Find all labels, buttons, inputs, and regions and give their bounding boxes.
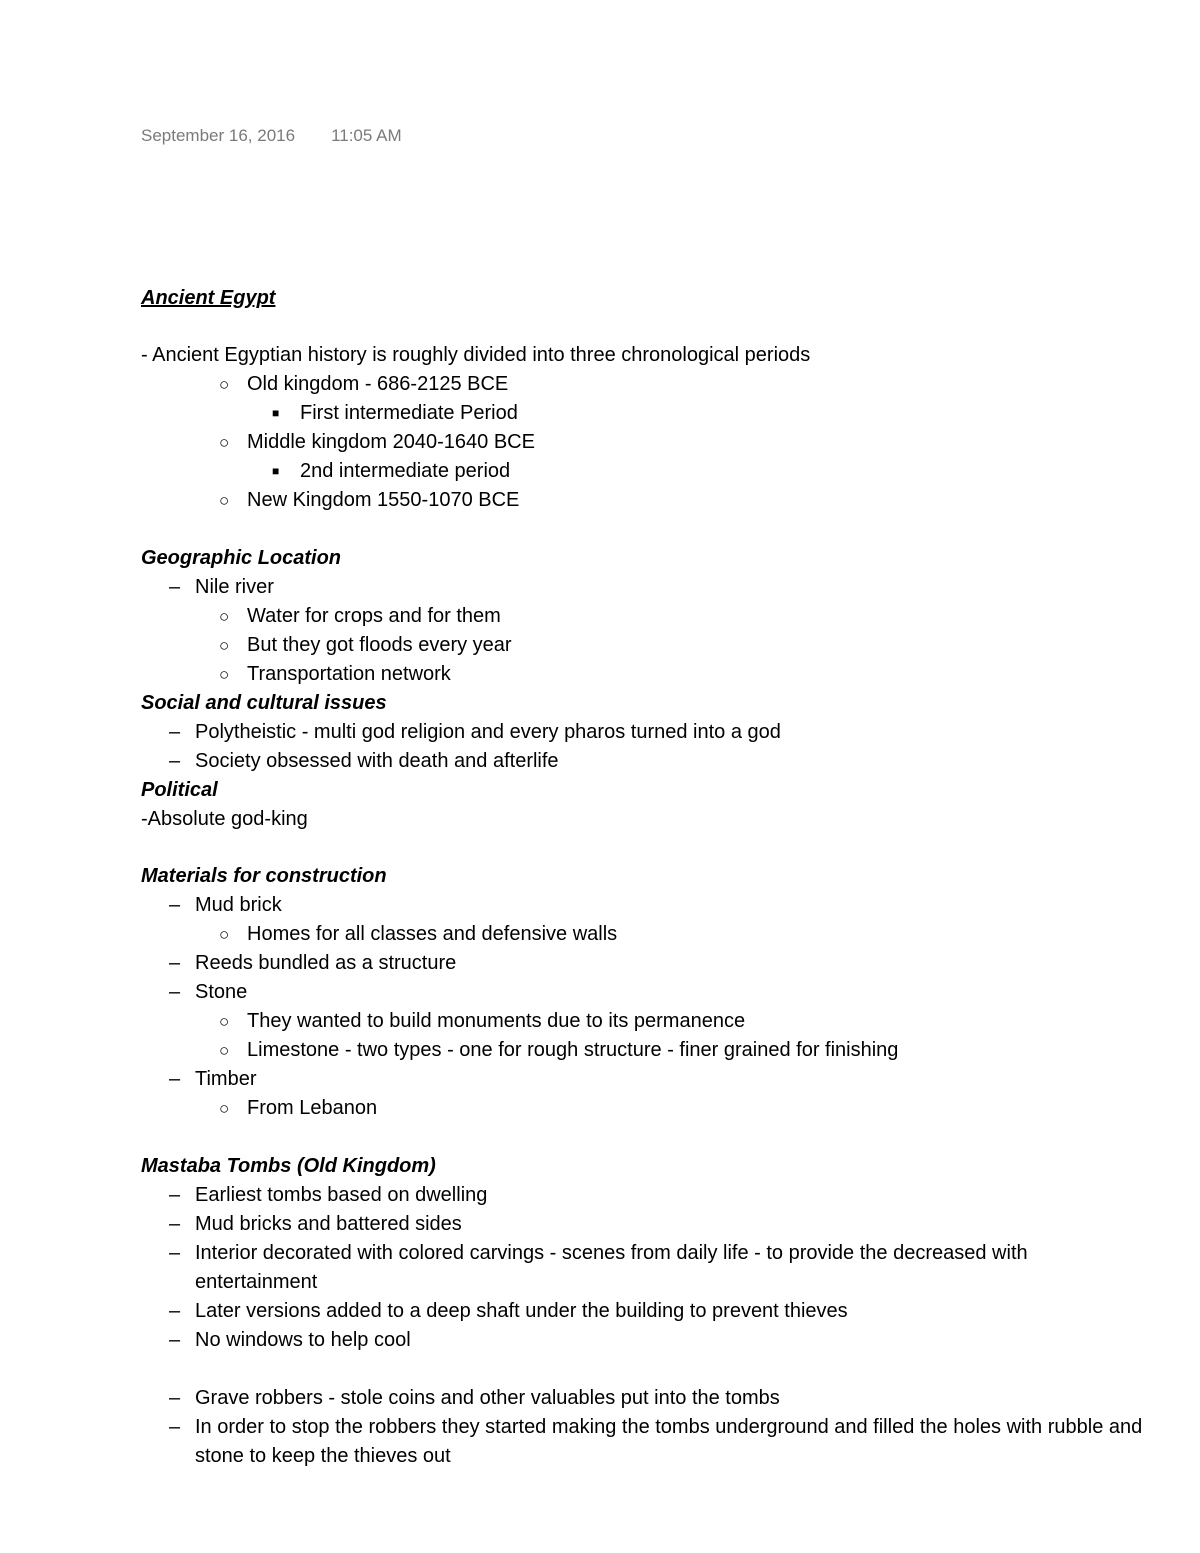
circle-bullet-icon: ○ xyxy=(219,1012,230,1031)
circle-bullet-icon: ○ xyxy=(219,491,230,510)
list-item: ■ 2nd intermediate period xyxy=(272,457,510,486)
circle-bullet-icon: ○ xyxy=(219,636,230,655)
dash-bullet-icon: – xyxy=(169,1213,181,1235)
dash-bullet-icon: – xyxy=(169,1068,181,1090)
list-item: ○ They wanted to build monuments due to its permanence xyxy=(219,1007,745,1036)
heading-mastaba-tombs: Mastaba Tombs (Old Kingdom) xyxy=(141,1155,436,1177)
circle-bullet-icon: ○ xyxy=(219,607,230,626)
dash-bullet-icon: – xyxy=(169,952,181,974)
dash-bullet-icon: – xyxy=(169,1184,181,1206)
note-meta xyxy=(141,126,402,146)
note-time: 11:05 AM xyxy=(331,126,402,145)
dash-bullet-icon: – xyxy=(169,721,181,743)
square-bullet-icon: ■ xyxy=(272,464,280,478)
list-item: ■ First intermediate Period xyxy=(272,399,518,428)
intro-text: - Ancient Egyptian history is roughly divided into three chronological periods xyxy=(141,344,811,366)
dash-bullet-icon: – xyxy=(169,576,181,598)
list-item: – Society obsessed with death and afterlife xyxy=(169,747,559,776)
list-item: ○ Old kingdom - 686-2125 BCE xyxy=(219,370,508,399)
dash-bullet-icon: – xyxy=(169,1416,181,1438)
circle-bullet-icon: ○ xyxy=(219,1041,230,1060)
list-item: ○ Homes for all classes and defensive walls xyxy=(219,920,617,949)
list-item: – Later versions added to a deep shaft under the building to prevent thieves xyxy=(169,1297,848,1326)
list-item: – No windows to help cool xyxy=(169,1326,411,1355)
list-item: – Polytheistic - multi god religion and every pharos turned into a god xyxy=(169,718,781,747)
list-item: – Nile river xyxy=(169,573,274,602)
list-item: – Timber xyxy=(169,1065,256,1094)
dash-bullet-icon: – xyxy=(169,981,181,1003)
heading-social-cultural: Social and cultural issues xyxy=(141,692,387,714)
dash-bullet-icon: – xyxy=(169,1387,181,1409)
note-date: September 16, 2016 xyxy=(141,126,296,145)
list-item: – Interior decorated with colored carvings - scenes from daily life - to provide the decreased with entertainment xyxy=(169,1239,1125,1297)
list-item: ○ But they got floods every year xyxy=(219,631,512,660)
list-item: – Mud bricks and battered sides xyxy=(169,1210,462,1239)
political-text: -Absolute god-king xyxy=(141,808,308,830)
list-item: ○ Transportation network xyxy=(219,660,451,689)
dash-bullet-icon: – xyxy=(169,1329,181,1351)
dash-bullet-icon: – xyxy=(169,1300,181,1322)
list-item: – Stone xyxy=(169,978,247,1007)
list-item: – Mud brick xyxy=(169,891,282,920)
circle-bullet-icon: ○ xyxy=(219,433,230,452)
circle-bullet-icon: ○ xyxy=(219,1099,230,1118)
square-bullet-icon: ■ xyxy=(272,406,280,420)
list-item: – In order to stop the robbers they started making the tombs underground and filled the holes with rubble and stone to keep the thieves out xyxy=(169,1413,1145,1471)
heading-political: Political xyxy=(141,779,218,801)
list-item: ○ From Lebanon xyxy=(219,1094,377,1123)
list-item: ○ New Kingdom 1550-1070 BCE xyxy=(219,486,519,515)
heading-materials: Materials for construction xyxy=(141,865,387,887)
list-item: ○ Limestone - two types - one for rough structure - finer grained for finishing xyxy=(219,1036,898,1065)
list-item: – Grave robbers - stole coins and other valuables put into the tombs xyxy=(169,1384,780,1413)
dash-bullet-icon: – xyxy=(169,1242,181,1264)
list-item: ○ Middle kingdom 2040-1640 BCE xyxy=(219,428,535,457)
circle-bullet-icon: ○ xyxy=(219,375,230,394)
list-item: – Earliest tombs based on dwelling xyxy=(169,1181,487,1210)
circle-bullet-icon: ○ xyxy=(219,665,230,684)
list-item: – Reeds bundled as a structure xyxy=(169,949,456,978)
dash-bullet-icon: – xyxy=(169,750,181,772)
heading-ancient-egypt: Ancient Egypt xyxy=(141,287,276,309)
heading-geographic-location: Geographic Location xyxy=(141,547,342,569)
circle-bullet-icon: ○ xyxy=(219,925,230,944)
list-item: ○ Water for crops and for them xyxy=(219,602,501,631)
dash-bullet-icon: – xyxy=(169,894,181,916)
